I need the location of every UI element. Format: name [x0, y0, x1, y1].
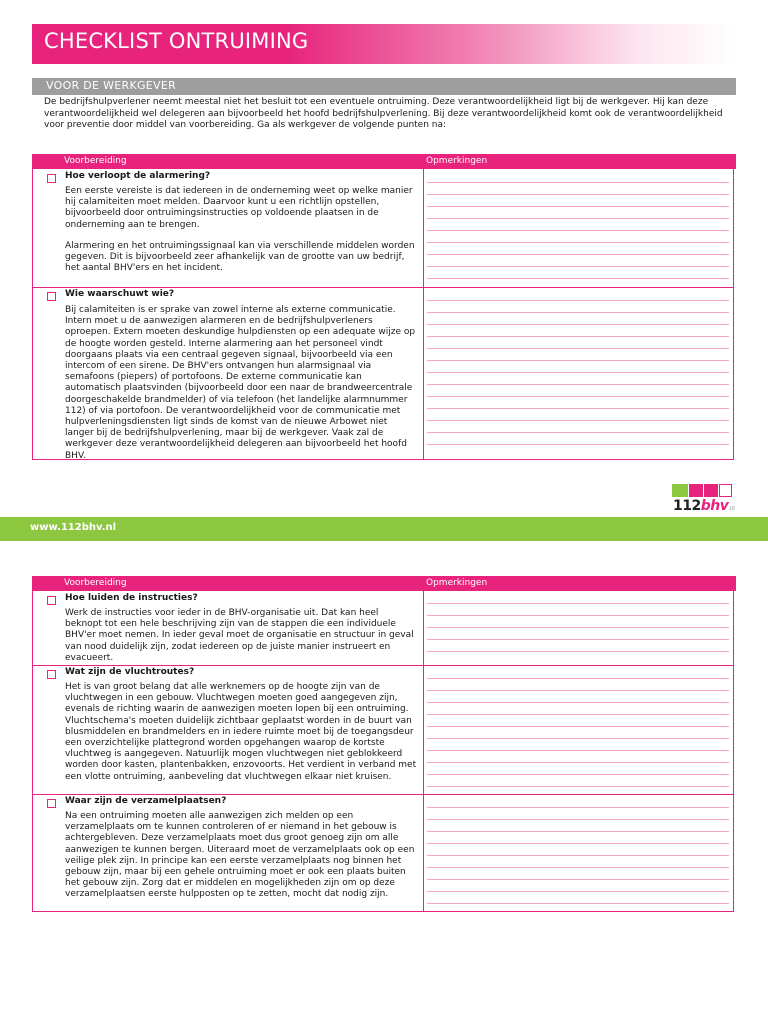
checkbox[interactable]	[47, 670, 56, 679]
checkbox[interactable]	[47, 596, 56, 605]
answer-text: Een eerste vereiste is dat iedereen in de onderneming weet op welke manier hij calamiteiten moet melden. Daarvoor kunt u een richtlijn opstellen, bijvoorbeeld door ontruimingsinstructies op voldoende plaatsen in de onderneming aan te brengen.	[65, 186, 413, 230]
header-voorbereiding: Voorbereiding	[64, 578, 127, 588]
header-opmerkingen: Opmerkingen	[426, 578, 488, 588]
logo-block	[689, 484, 703, 497]
checkbox[interactable]	[47, 292, 56, 301]
answer-text: Alarmering en het ontruimingssignaal kan via verschillende middelen worden gegeven. Dit is bijvoorbeeld zeer afhankelijk van de grootte van uw bedrijf, het aantal BHV'ers en het incident.	[65, 241, 415, 274]
table-header	[32, 154, 736, 169]
checkbox[interactable]	[47, 174, 56, 183]
question-label: Hoe luiden de instructies?	[65, 593, 198, 603]
remarks-lines[interactable]	[427, 288, 729, 460]
remarks-lines[interactable]	[427, 666, 729, 794]
answer-text: Bij calamiteiten is er sprake van zowel interne als externe communicatie. Intern moet u de aanwezigen alarmeren en de bedrijfshulpverleners oproepen. Extern moeten deskundige hulpdiensten op een adequate wijze op de hoogte worden gesteld. Interne alarmering aan het personeel vindt doorgaans plaats via een centraal gegeven signaal, bijvoorbeeld via een intercom of een sirene. De BHV'ers ontvangen hun alarmsignaal via semafoons (piepers) of portofoons. De externe communicatie kan automatisch plaatsvinden (bijvoorbeeld door een naar de brandweercentrale doorgeschakelde brandmelder) of via telefoon (het landelijke alarmnummer 112) of via portofoon. De verantwoordelijkheid voor de communicatie met hulpverleningsdiensten ligt sinds de komst van de nieuwe Arbowet niet langer bij de bedrijfshulpverlening, maar bij de werkgever. Vaak zal de werkgever deze verantwoordelijkheid delegeren aan bijvoorbeeld het hoofd BHV.	[65, 305, 416, 461]
question-label: Waar zijn de verzamelplaatsen?	[65, 796, 227, 806]
column-divider	[423, 169, 424, 459]
website-link[interactable]: www.112bhv.nl	[30, 522, 117, 533]
remarks-lines[interactable]	[427, 591, 729, 665]
section-title: VOOR DE WERKGEVER	[46, 79, 177, 92]
page-title: CHECKLIST ONTRUIMING	[44, 29, 309, 53]
checklist-table-1	[32, 154, 734, 460]
intro-text: De bedrijfshulpverlener neemt meestal niet het besluit tot een eventuele ontruiming. Deze verantwoordelijkheid ligt bij de werkgever. Hij kan deze verantwoordelijkheid wel delegeren aan bijvoorbeeld het hoofd bedrijfshulpverlening. Bij deze verantwoordelijkheid komt ook de verantwoordelijkheid voor preventie door middel van voorbereiding. Ga als werkgever de volgende punten na:	[44, 97, 723, 131]
header-voorbereiding: Voorbereiding	[64, 156, 127, 166]
checkbox[interactable]	[47, 799, 56, 808]
table-header	[32, 576, 736, 591]
question-label: Wie waarschuwt wie?	[65, 289, 175, 299]
logo-block	[704, 484, 718, 497]
column-divider	[423, 591, 424, 911]
logo-block	[719, 484, 732, 497]
brand-logo	[670, 484, 736, 516]
remarks-lines[interactable]	[427, 169, 729, 287]
remarks-lines[interactable]	[427, 795, 729, 912]
question-label: Hoe verloopt de alarmering?	[65, 171, 211, 181]
checklist-table-2	[32, 576, 734, 912]
answer-text: Het is van groot belang dat alle werknemers op de hoogte zijn van de vluchtwegen in een gebouw. Vluchtwegen moeten goed aangegeven zijn, evenals de richting waarin de aanwezigen moeten lopen bij een ontruiming. Vluchtschema's moeten duidelijk zichtbaar geplaatst worden in de buurt van blusmiddelen en brandmelders en in iedere ruimte moet bij de toegangsdeur een overzichtelijke plattegrond worden opgehangen waarop de kortste vluchtweg is aangegeven. Natuurlijk mogen vluchtwegen niet geblokkeerd worden door kasten, plantenbakken, enzovoorts. Het verdient in verband met een vlotte ontruiming, aanbeveling dat vluchtwegen elkaar niet kruisen.	[65, 682, 417, 782]
answer-text: Werk de instructies voor ieder in de BHV-organisatie uit. Dat kan heel beknopt tot een hele beschrijving zijn van de stappen die een individuele BHV'er moet nemen. In ieder geval moet de organisatie en structuur in geval van nood duidelijk zijn, zodat iedereen op de juiste manier instrueert en evacueert.	[65, 608, 414, 663]
logo-text: 112bhv.nl	[673, 498, 735, 514]
section-bar	[32, 78, 736, 95]
title-bar	[32, 24, 736, 64]
logo-block	[672, 484, 688, 497]
website-bar	[0, 517, 768, 541]
answer-text: Na een ontruiming moeten alle aanwezigen zich melden op een verzamelplaats om te kunnen controleren of er niemand in het gebouw is achtergebleven. Deze verzamelplaats moet dus groot genoeg zijn om alle aanwezigen te kunnen bergen. Uiteraard moet de verzamelplaats ook op een veilige plek zijn. In principe kan een eerste verzamelplaats nog binnen het gebouw zijn, maar bij een gehele ontruiming moet er ook een plaats buiten het gebouw zijn. Zorg dat er middelen en mogelijkheden zijn om op deze verzamelplaatsen eerste hulpposten op te zetten, mocht dat nodig zijn.	[65, 811, 415, 900]
header-opmerkingen: Opmerkingen	[426, 156, 488, 166]
question-label: Wat zijn de vluchtroutes?	[65, 667, 195, 677]
